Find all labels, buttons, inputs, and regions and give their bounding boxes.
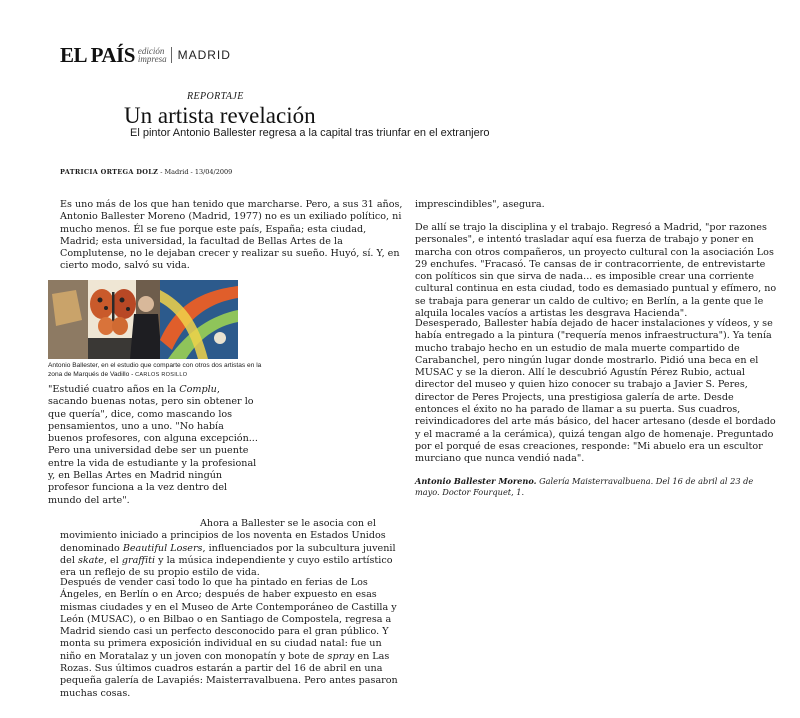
section-label: REPORTAJE xyxy=(187,91,244,102)
career-text-b: en Las Rozas. Sus últimos cuadros estarán a partir del 16 de abril en una pequeña galería de Lavapiés: Maisterravalbuena. Pero antes pasaron muchas cosas. xyxy=(60,650,398,699)
movement-emphasis-2: skate xyxy=(77,554,104,566)
paragraph-continuation: imprescindibles", asegura. xyxy=(415,199,545,210)
article-photo[interactable] xyxy=(48,280,238,359)
quote-emphasis: Complu xyxy=(179,384,217,395)
byline-place-date: - Madrid - 13/04/2009 xyxy=(158,168,233,176)
edition-line-1: edición xyxy=(137,46,165,56)
exhibition-artist: Antonio Ballester Moreno. xyxy=(415,476,537,486)
movement-text-c: , el xyxy=(103,554,122,566)
movement-text-b: , influenciados por la subcultura juvenil del xyxy=(60,542,396,566)
photo-artwork xyxy=(48,280,238,359)
quote-text-a: "Estudié cuatro años en la xyxy=(48,384,180,395)
paragraph-quote xyxy=(48,384,258,507)
caption-text: Antonio Ballester, en el estudio que comparte con otros dos artistas en la zona de Marqués de Vadillo - xyxy=(48,362,262,378)
byline-author: PATRICIA ORTEGA DOLZ xyxy=(60,168,159,176)
paragraph-intro: Es uno más de los que han tenido que marcharse. Pero, a sus 31 años, Antonio Ballester Moreno (Madrid, 1977) no es un exiliado político, ni mucho menos. Él se fue porque este país, España; esta ciudad, Madrid; esta universidad, la facultad de Bellas Artes de la Complutense, no le dejaban crecer y realizar su sueño. Huyó, sí. Y, en cierto modo, salvó su vida. xyxy=(60,199,403,272)
edition-label xyxy=(138,47,167,63)
subheadline: El pintor Antonio Ballester regresa a la capital tras triunfar en el extranjero xyxy=(130,127,490,139)
movement-emphasis-1: Beautiful Losers xyxy=(122,542,203,554)
career-text-a: Después de vender casi todo lo que ha pintado en ferias de Los Ángeles, en Berlín o en Arco; después de haber expuesto en esas mismas ciudades y en el Museo de Arte Contemporáneo de Castilla y León (MUSAC), o en Bilbao o en Santiago de Compostela, regresa a Madrid siendo casi un perfecto desconocido para el gran público. Y monta su primera exposición individual en su ciudad natal: fue un niño en Moratalaz y un joven con monopatín y bote de xyxy=(60,577,397,662)
masthead-divider xyxy=(171,47,172,63)
paragraph-career xyxy=(60,577,405,700)
movement-text-a: Ahora a Ballester se le asocia con el movimiento iniciado a principios de los noventa en Estados Unidos denominado xyxy=(60,518,386,554)
exhibition-info xyxy=(415,476,770,498)
paragraph-success: Desesperado, Ballester había dejado de hacer instalaciones y vídeos, y se había entregado a la pintura ("requería menos infraestructura"). Ya tenía mucho trabajo hecho en un estudio de mala muerte compartido de Carabanchel, pero ningún lugar donde mostrarlo. Pidió una beca en el MUSAC y se la dieron. Allí le descubrió Agustín Pérez Rubio, actual director del museo y quien hizo conocer su trabajo a Javier S. Peres, director de Peres Projects, una prestigiosa galería de arte. Desde entonces el éxito no ha parado de llamar a su puerta. Sus cuadros, reivindicadores del arte más básico, del hacer artesano (desde el bordado y el macramé a la cerámica), quizá tengan algo de homenaje. Preguntado por el porqué de esas creaciones, responde: "Mi abuelo era un escultor murciano que nunca vendió nada". xyxy=(415,318,776,465)
byline xyxy=(60,168,232,177)
headline: Un artista revelación xyxy=(124,103,316,128)
quote-text-b: , sacando buenas notas, pero sin obtener lo que quería", dice, como mascando los pensamientos, uno a uno. "No había buenos profesores, con alguna excepción... Pero una universidad debe ser un puente entre la vida de estudiante y la profesional y, en Bellas Artes en Madrid ningún profesor funciona a la vez dentro del mundo del arte". xyxy=(48,384,258,506)
movement-emphasis-3: graffiti xyxy=(121,554,156,566)
career-emphasis: spray xyxy=(327,650,355,662)
el-pais-logo[interactable]: EL PAÍS xyxy=(60,42,135,67)
edition-line-2: impresa xyxy=(137,54,167,64)
photo-caption xyxy=(48,361,263,380)
exhibition-details: Galería Maisterravalbuena. Del 16 de abril al 23 de mayo. Doctor Fourquet, 1. xyxy=(415,476,754,497)
photo-credit: CARLOS ROSILLO xyxy=(135,372,188,378)
movement-text-d: y la música independiente y cuyo estilo artístico era un reflejo de su propio estilo de vida. xyxy=(60,554,393,579)
masthead xyxy=(60,44,231,66)
paragraph-movement xyxy=(60,518,405,579)
paragraph-return: De allí se trajo la disciplina y el trabajo. Regresó a Madrid, "por razones personales", e intentó trasladar aquí esa fuerza de trabajo y poner en marcha con otros compañeros, un proyecto cultural con la asociación Los 29 enchufes. "Fracasó. Te cansas de ir contracorriente, de entrevistarte con políticos sin que sirva de nada... es imposible crear una corriente cultural continua en esta ciudad, todo es demasiado puntual y efímero, no se trabaja para generar un caldo de cultivo; en Berlín, a la gente que le alquila locales vacíos a artistas les desgrava Hacienda". xyxy=(415,222,777,320)
city-label: MADRID xyxy=(177,48,231,62)
